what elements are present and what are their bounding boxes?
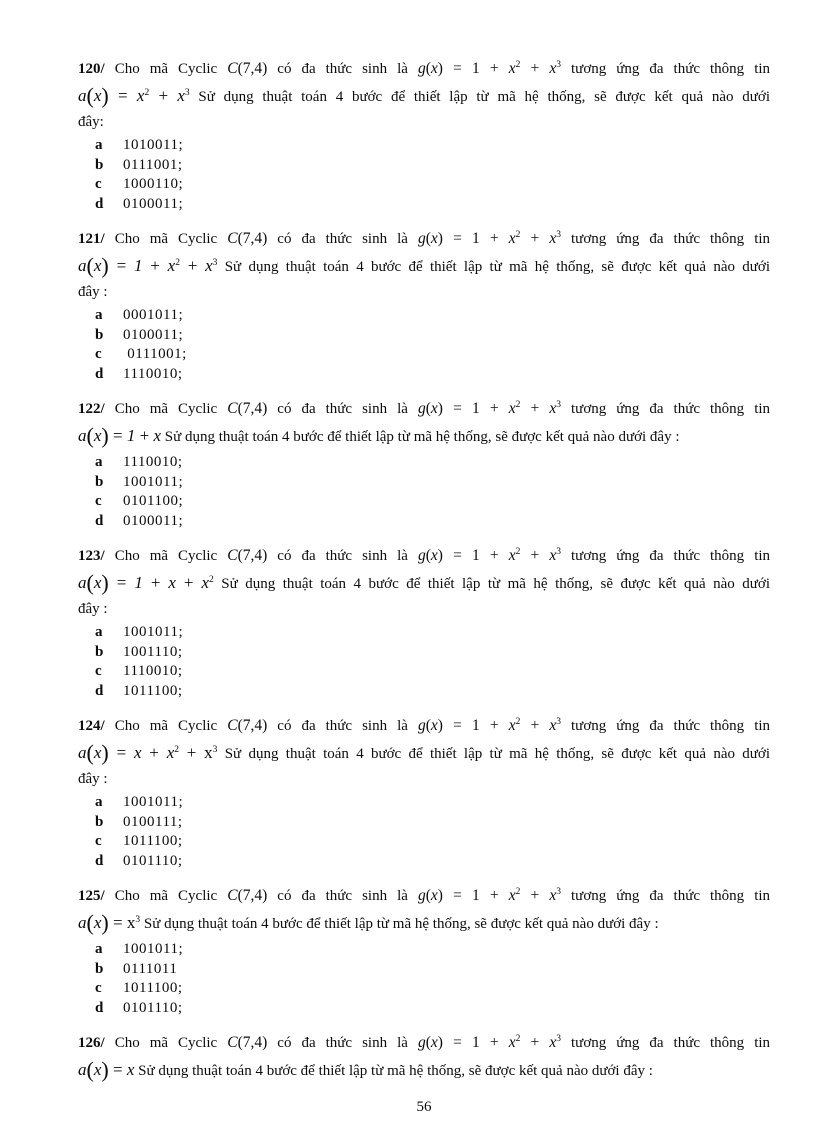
- question-tail: tương ứng đa thức thông tin: [571, 888, 771, 904]
- question-body: Sử dụng thuật toán 4 bước để thiết lập từ mã hệ thống, sẽ được kết quả nào dưới: [224, 259, 770, 275]
- option-value: 0111001;: [123, 346, 187, 362]
- option-value: 1001110;: [123, 643, 183, 660]
- option-value: 1011100;: [123, 980, 183, 996]
- question-number: 121/: [78, 231, 105, 247]
- message-polynomial-formula: $a(x) = x^2 + x^3$: [78, 83, 190, 108]
- question-number: 125/: [78, 888, 105, 904]
- question-mid: có đa thức sinh là: [277, 718, 408, 734]
- option-letter: b: [95, 473, 104, 490]
- question-block: [78, 1030, 770, 1085]
- question-number: 122/: [78, 401, 105, 417]
- option-letter: b: [95, 156, 104, 173]
- question-block: [78, 56, 770, 214]
- generator-polynomial-formula: $g(x) = 1 + x^2 + x^3$: [417, 230, 561, 247]
- option-letter: c: [95, 176, 102, 192]
- question-line2: [78, 569, 770, 598]
- option-row: [78, 940, 770, 960]
- question-carry-line: đây :: [78, 284, 108, 300]
- option-value: 1000110;: [123, 176, 184, 192]
- message-polynomial-formula: $a(x) = 1 + x^2 + x^3$: [78, 253, 218, 278]
- generator-polynomial-formula: $g(x) = 1 + x^2 + x^3$: [417, 400, 561, 417]
- question-body: Sử dụng thuật toán 4 bước để thiết lập từ mã hệ thống, sẽ được kết quả nào dưới đây :: [164, 429, 680, 445]
- question-line2: [78, 82, 770, 111]
- option-row: [78, 473, 770, 493]
- question-list: [78, 56, 770, 1085]
- code-name-formula: C(7,4): [227, 547, 268, 564]
- option-letter: a: [95, 624, 103, 640]
- option-letter: b: [95, 813, 104, 830]
- option-value: 0100011;: [123, 326, 184, 343]
- generator-polynomial-formula: $g(x) = 1 + x^2 + x^3$: [417, 1034, 561, 1051]
- option-letter: d: [95, 852, 104, 869]
- code-name-formula: C(7,4): [227, 60, 268, 77]
- question-body: Sử dụng thuật toán 4 bước để thiết lập từ mã hệ thống, sẽ được kết quả nào dưới: [198, 89, 771, 105]
- option-value: 0100011;: [123, 512, 184, 529]
- question-intro: Cho mã Cyclic: [114, 1035, 218, 1051]
- option-row: [78, 852, 770, 872]
- question-intro: Cho mã Cyclic: [114, 718, 218, 734]
- question-mid: có đa thức sinh là: [277, 61, 408, 77]
- option-value: 0111011: [123, 960, 178, 977]
- question-block: [78, 226, 770, 384]
- option-value: 0101110;: [123, 852, 183, 869]
- message-polynomial-formula: a(x) = 1 + x: [78, 423, 161, 448]
- page-number: 56: [416, 1099, 432, 1115]
- option-row: [78, 643, 770, 663]
- code-name-formula: C(7,4): [227, 887, 268, 904]
- option-value: 1110010;: [123, 663, 183, 679]
- option-value: 1110010;: [123, 454, 183, 470]
- option-row: [78, 365, 770, 385]
- option-value: 1001011;: [123, 624, 184, 640]
- question-number: 124/: [78, 718, 105, 734]
- question-body: Sử dụng thuật toán 4 bước để thiết lập từ mã hệ thống, sẽ được kết quả nào dưới: [221, 576, 770, 592]
- option-value: 1110010;: [123, 365, 183, 382]
- option-letter: c: [95, 833, 102, 849]
- option-letter: d: [95, 512, 104, 529]
- option-value: 1001011;: [123, 473, 184, 490]
- question-body: Sử dụng thuật toán 4 bước để thiết lập từ mã hệ thống, sẽ được kết quả nào dưới đây :: [138, 1063, 653, 1079]
- option-row: [78, 136, 770, 156]
- question-line2: [78, 422, 770, 451]
- question-body: Sử dụng thuật toán 4 bước để thiết lập từ mã hệ thống, sẽ được kết quả nào dưới đây :: [143, 916, 659, 932]
- options-list: [78, 623, 770, 701]
- question-tail: tương ứng đa thức thông tin: [571, 548, 771, 564]
- message-polynomial-formula: a(x) = x: [78, 1057, 135, 1082]
- question-mid: có đa thức sinh là: [277, 231, 408, 247]
- option-value: 0100111;: [123, 813, 183, 830]
- generator-polynomial-formula: $g(x) = 1 + x^2 + x^3$: [417, 717, 561, 734]
- option-row: [78, 156, 770, 176]
- options-list: [78, 453, 770, 531]
- question-tail: tương ứng đa thức thông tin: [571, 718, 771, 734]
- option-value: 1010011;: [123, 137, 184, 153]
- option-value: 0001011;: [123, 307, 184, 323]
- option-letter: d: [95, 195, 104, 212]
- question-number: 120/: [78, 61, 105, 77]
- code-name-formula: C(7,4): [227, 230, 268, 247]
- code-name-formula: C(7,4): [227, 400, 268, 417]
- option-letter: c: [95, 346, 102, 362]
- generator-polynomial-formula: $g(x) = 1 + x^2 + x^3$: [417, 60, 561, 77]
- option-row: [78, 345, 770, 365]
- option-letter: d: [95, 999, 104, 1016]
- code-name-formula: C(7,4): [227, 717, 268, 734]
- question-line1: [78, 1030, 770, 1056]
- question-intro: Cho mã Cyclic: [114, 548, 218, 564]
- question-mid: có đa thức sinh là: [277, 888, 408, 904]
- question-line1: [78, 713, 770, 739]
- question-line2: [78, 1056, 770, 1085]
- question-mid: có đa thức sinh là: [277, 548, 408, 564]
- option-value: 0100011;: [123, 195, 184, 212]
- question-number: 123/: [78, 548, 105, 564]
- option-value: 0111001;: [123, 156, 183, 173]
- option-letter: a: [95, 307, 103, 323]
- question-intro: Cho mã Cyclic: [114, 61, 218, 77]
- option-row: [78, 999, 770, 1019]
- question-carry-line: đây:: [78, 114, 104, 130]
- question-block: [78, 883, 770, 1018]
- option-letter: a: [95, 137, 103, 153]
- question-intro: Cho mã Cyclic: [114, 888, 218, 904]
- question-line2: [78, 739, 770, 768]
- code-name-formula: C(7,4): [227, 1034, 268, 1051]
- question-line2: [78, 909, 770, 938]
- question-line1: [78, 396, 770, 422]
- option-row: [78, 832, 770, 852]
- option-value: 0101100;: [123, 493, 184, 509]
- option-letter: a: [95, 454, 103, 470]
- option-letter: b: [95, 643, 104, 660]
- question-intro: Cho mã Cyclic: [114, 401, 218, 417]
- option-row: [78, 492, 770, 512]
- options-list: [78, 136, 770, 214]
- option-value: 1011100;: [123, 682, 183, 699]
- option-row: [78, 175, 770, 195]
- option-row: [78, 306, 770, 326]
- option-letter: b: [95, 960, 104, 977]
- question-intro: Cho mã Cyclic: [114, 231, 218, 247]
- option-row: [78, 512, 770, 532]
- question-line1: [78, 883, 770, 909]
- question-carry-line: đây :: [78, 601, 108, 617]
- option-letter: b: [95, 326, 104, 343]
- option-row: [78, 326, 770, 346]
- question-line2: [78, 252, 770, 281]
- question-block: [78, 396, 770, 531]
- option-value: 1011100;: [123, 833, 183, 849]
- options-list: [78, 793, 770, 871]
- question-body: Sử dụng thuật toán 4 bước để thiết lập từ mã hệ thống, sẽ được kết quả nào dưới: [224, 746, 770, 762]
- question-block: [78, 713, 770, 871]
- option-row: [78, 195, 770, 215]
- message-polynomial-formula: $a(x) = x + x^2 + x^3$: [78, 740, 218, 765]
- question-line1: [78, 56, 770, 82]
- option-letter: c: [95, 493, 102, 509]
- options-list: [78, 940, 770, 1018]
- option-value: 1001011;: [123, 794, 184, 810]
- question-carry-line: đây :: [78, 771, 108, 787]
- question-block: [78, 543, 770, 701]
- question-tail: tương ứng đa thức thông tin: [571, 1035, 771, 1051]
- question-mid: có đa thức sinh là: [277, 1035, 408, 1051]
- generator-polynomial-formula: $g(x) = 1 + x^2 + x^3$: [417, 547, 561, 564]
- option-letter: d: [95, 682, 104, 699]
- option-letter: c: [95, 980, 102, 996]
- option-row: [78, 813, 770, 833]
- option-letter: a: [95, 941, 103, 957]
- generator-polynomial-formula: $g(x) = 1 + x^2 + x^3$: [417, 887, 561, 904]
- option-letter: d: [95, 365, 104, 382]
- question-mid: có đa thức sinh là: [277, 401, 408, 417]
- question-tail: tương ứng đa thức thông tin: [571, 61, 771, 77]
- option-row: [78, 662, 770, 682]
- option-letter: c: [95, 663, 102, 679]
- option-row: [78, 960, 770, 980]
- message-polynomial-formula: $a(x) = 1 + x + x^2$: [78, 570, 214, 595]
- question-line1: [78, 226, 770, 252]
- options-list: [78, 306, 770, 384]
- option-value: 0101110;: [123, 999, 183, 1016]
- question-tail: tương ứng đa thức thông tin: [571, 401, 771, 417]
- option-row: [78, 453, 770, 473]
- option-letter: a: [95, 794, 103, 810]
- option-row: [78, 623, 770, 643]
- question-tail: tương ứng đa thức thông tin: [571, 231, 771, 247]
- option-row: [78, 793, 770, 813]
- option-row: [78, 979, 770, 999]
- option-row: [78, 682, 770, 702]
- option-value: 1001011;: [123, 941, 184, 957]
- question-line1: [78, 543, 770, 569]
- question-number: 126/: [78, 1035, 105, 1051]
- message-polynomial-formula: $a(x) = x^3$: [78, 910, 141, 935]
